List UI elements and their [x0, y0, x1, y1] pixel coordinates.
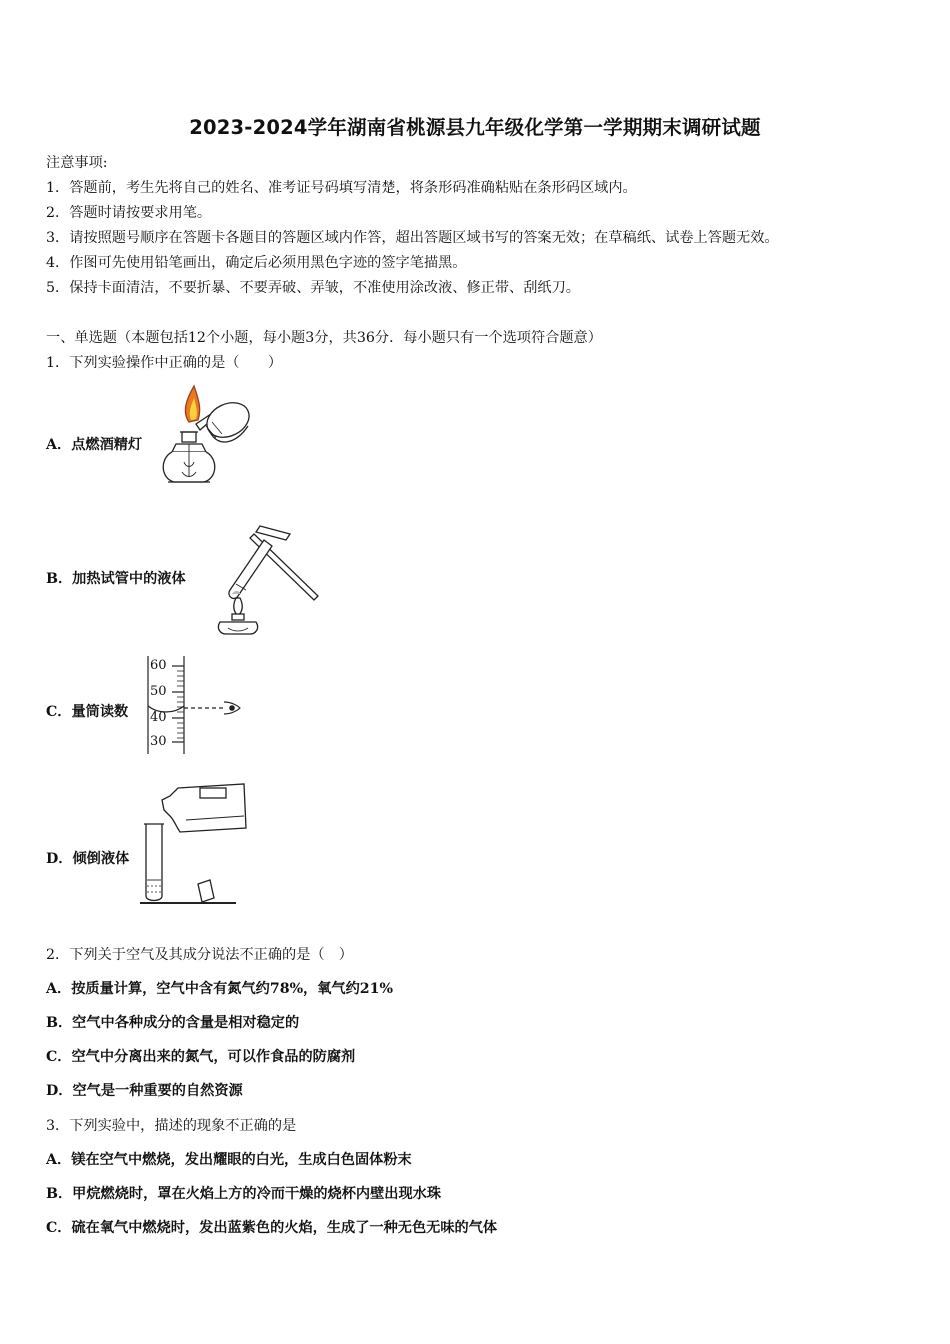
- page-title: 2023-2024学年湖南省桃源县九年级化学第一学期期末调研试题: [189, 116, 761, 139]
- notice-item-2: 2．答题时请按要求用笔。: [46, 205, 212, 221]
- q1-option-a: A．点燃酒精灯: [46, 437, 143, 453]
- notice-item-4: 4．作图可先使用铅笔画出，确定后必须用黑色字迹的签字笔描黑。: [46, 255, 467, 271]
- pouring-liquid-figure: [140, 780, 250, 908]
- cylinder-tick-30: 30: [150, 734, 167, 749]
- q3-option-a: A．镁在空气中燃烧，发出耀眼的白光，生成白色固体粉末: [46, 1152, 412, 1168]
- q3-option-b: B．甲烷燃烧时，罩在火焰上方的冷而干燥的烧杯内壁出现水珠: [46, 1186, 442, 1202]
- q3-option-c: C．硫在氧气中燃烧时，发出蓝紫色的火焰，生成了一种无色无味的气体: [46, 1220, 498, 1236]
- q2-option-d: D．空气是一种重要的自然资源: [46, 1083, 243, 1099]
- notice-item-5: 5．保持卡面清洁，不要折暴、不要弄破、弄皱，不准使用涂改液、修正带、刮纸刀。: [46, 280, 580, 296]
- q2-option-a: A．按质量计算，空气中含有氮气约78%，氧气约21%: [46, 981, 394, 997]
- q2-option-b: B．空气中各种成分的含量是相对稳定的: [46, 1015, 300, 1031]
- section-heading: 一、单选题（本题包括12个小题，每小题3分，共36分．每小题只有一个选项符合题意）: [46, 330, 602, 346]
- q2-stem: 2．下列关于空气及其成分说法不正确的是（ ）: [46, 947, 353, 963]
- notice-item-1: 1．答题前，考生先将自己的姓名、准考证号码填写清楚，将条形码准确粘贴在条形码区域内。: [46, 180, 637, 196]
- cylinder-tick-50: 50: [150, 684, 167, 699]
- q1-option-c: C．量筒读数: [46, 704, 129, 720]
- notice-heading: 注意事项:: [46, 155, 108, 171]
- q2-option-c: C．空气中分离出来的氮气，可以作食品的防腐剂: [46, 1049, 356, 1065]
- cylinder-tick-60: 60: [150, 658, 167, 673]
- q1-stem: 1．下列实验操作中正确的是（ ）: [46, 355, 283, 371]
- q1-option-d: D．倾倒液体: [46, 851, 130, 867]
- cylinder-tick-40: 40: [150, 710, 167, 725]
- alcohol-lamp-lighting-figure: [156, 382, 256, 486]
- test-tube-heating-figure: [206, 520, 326, 636]
- notice-item-3: 3．请按照题号顺序在答题卡各题目的答题区域内作答，超出答题区域书写的答案无效；在草稿纸、试卷上答题无效。: [46, 230, 779, 246]
- q3-stem: 3．下列实验中，描述的现象不正确的是: [46, 1118, 297, 1134]
- q1-option-b: B．加热试管中的液体: [46, 571, 186, 587]
